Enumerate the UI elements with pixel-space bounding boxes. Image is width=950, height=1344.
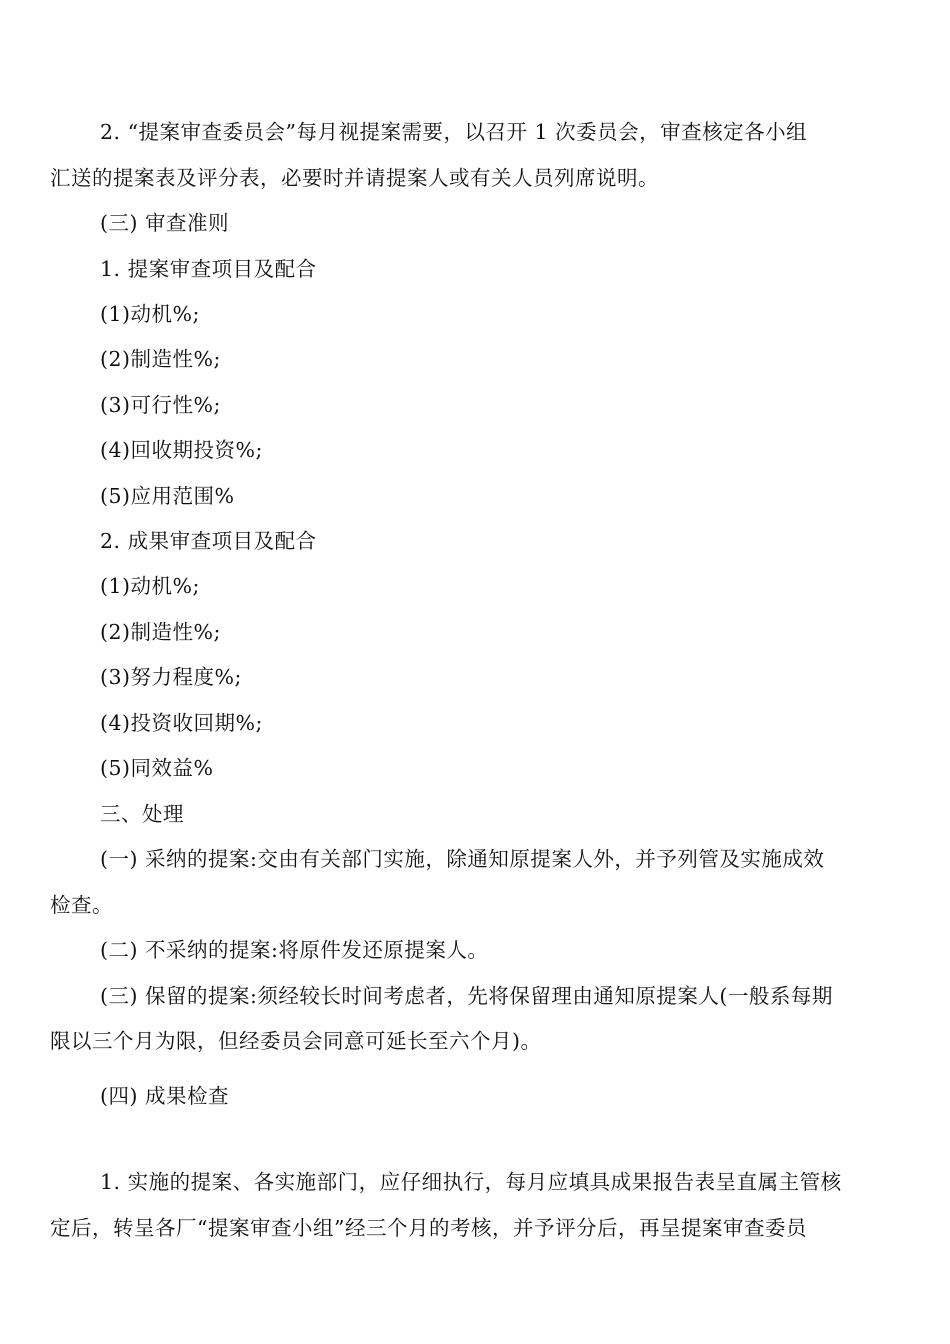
list-item: (5)同效益%	[100, 756, 214, 780]
list-item: (4)投资收回期%;	[100, 711, 263, 735]
paragraph-line: 汇送的提案表及评分表，必要时并请提案人或有关人员列席说明。	[50, 166, 659, 190]
paragraph-line: 检查。	[50, 893, 113, 917]
list-item: (5)应用范围%	[100, 484, 235, 508]
paragraph-line: (一) 采纳的提案:交由有关部门实施，除通知原提案人外，并予列管及实施成效	[100, 847, 825, 871]
section-heading: (四) 成果检查	[100, 1084, 230, 1108]
subsection-heading: 2. 成果审查项目及配合	[100, 529, 317, 553]
paragraph-line: 限以三个月为限，但经委员会同意可延长至六个月)。	[50, 1029, 542, 1053]
list-item: (1)动机%;	[100, 574, 200, 598]
subsection-heading: 1. 提案审查项目及配合	[100, 257, 317, 281]
paragraph-line: 定后，转呈各厂“提案审查小组”经三个月的考核，并予评分后，再呈提案审查委员	[50, 1216, 807, 1240]
list-item: (3)努力程度%;	[100, 665, 242, 689]
list-item: (2)制造性%;	[100, 620, 221, 644]
paragraph-line: 1. 实施的提案、各实施部门，应仔细执行，每月应填具成果报告表呈直属主管核	[100, 1170, 842, 1194]
list-item: (1)动机%;	[100, 302, 200, 326]
list-item: (2)制造性%;	[100, 347, 221, 371]
list-item: (3)可行性%;	[100, 393, 221, 417]
paragraph-line: (二) 不采纳的提案:将原件发还原提案人。	[100, 938, 489, 962]
paragraph-line: 2. “提案审查委员会”每月视提案需要，以召开 1 次委员会，审查核定各小组	[100, 120, 808, 144]
paragraph-line: (三) 保留的提案:须经较长时间考虑者，先将保留理由通知原提案人(一般系每期	[100, 984, 833, 1008]
section-heading: 三、处理	[100, 802, 184, 826]
list-item: (4)回收期投资%;	[100, 438, 263, 462]
section-heading: (三) 审查准则	[100, 211, 230, 235]
